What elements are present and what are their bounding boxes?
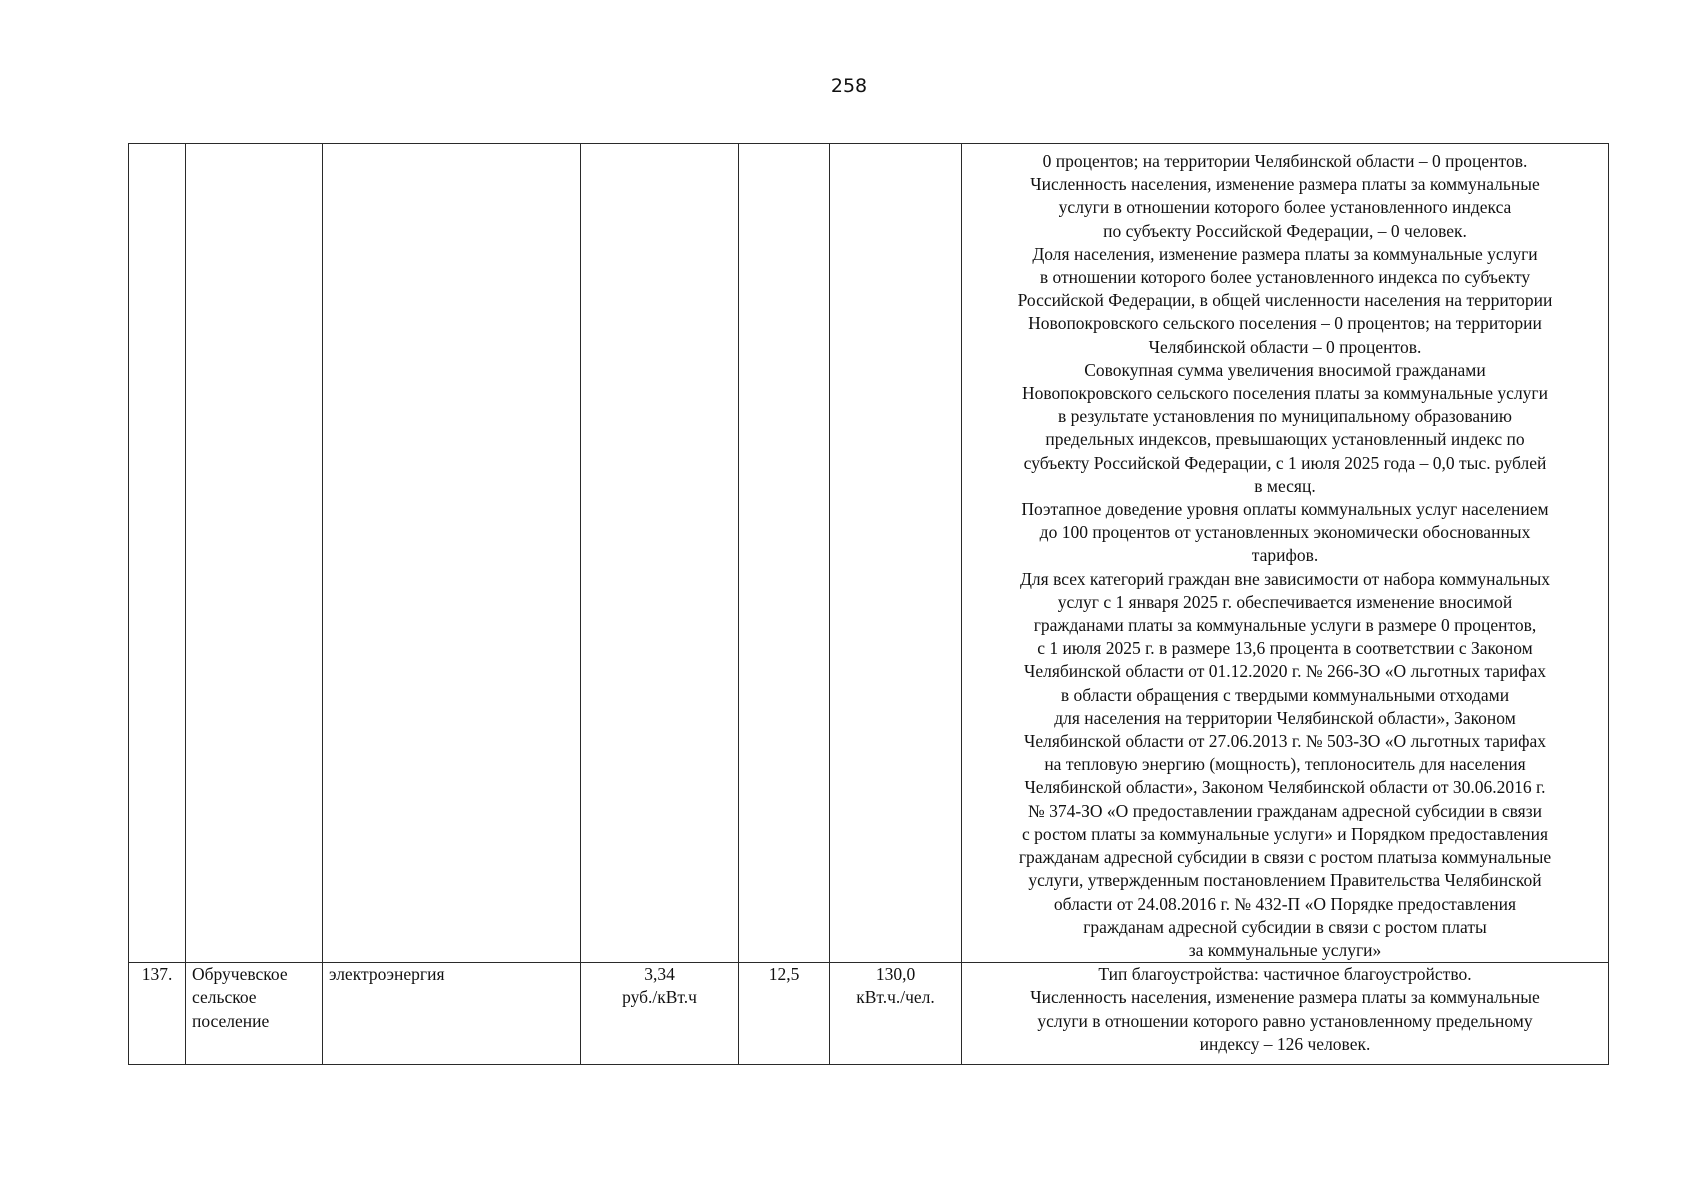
cell-number — [129, 144, 186, 963]
description-line: с ростом платы за коммунальные услуги» и Порядком предоставления — [1022, 823, 1548, 844]
cell-index — [739, 963, 830, 1065]
description-line: Тип благоустройства: частичное благоустройство. — [1098, 964, 1472, 985]
cell-description — [962, 963, 1609, 1065]
cell-tariff — [581, 144, 739, 963]
description-line: Доля населения, изменение размера платы за коммунальные услуги — [1032, 243, 1538, 264]
cell-tariff — [581, 963, 739, 1065]
description-line: Российской Федерации, в общей численности населения на территории — [1017, 290, 1553, 311]
tariff-table — [128, 143, 1609, 1065]
description-line: Численность населения, изменение размера платы за коммунальные — [1030, 987, 1540, 1008]
description-line: с 1 июля 2025 г. в размере 13,6 процента в соответствии с Законом — [1037, 638, 1533, 659]
description-line: Челябинской области – 0 процентов. — [1148, 336, 1422, 357]
tariff-unit: руб./кВт.ч — [622, 987, 697, 1008]
cell-index — [739, 144, 830, 963]
settlement-line: поселение — [192, 1010, 270, 1031]
description-line: гражданам адресной субсидии в связи с ростом платы — [1083, 916, 1487, 937]
description-line: Поэтапное доведение уровня оплаты коммунальных услуг населением — [1021, 499, 1549, 520]
table-row — [129, 963, 1609, 1065]
cell-number — [129, 963, 186, 1065]
settlement-line: сельское — [192, 987, 257, 1008]
tariff-value: 3,34 — [644, 964, 675, 985]
description-line: предельных индексов, превышающих установленный индекс по — [1045, 429, 1525, 450]
description-line: по субъекту Российской Федерации, – 0 человек. — [1103, 220, 1467, 241]
cell-service — [323, 144, 581, 963]
description-line: для населения на территории Челябинской области», Законом — [1054, 707, 1516, 728]
description-line: области от 24.08.2016 г. № 432-П «О Порядке предоставления — [1053, 893, 1517, 914]
description-line: Челябинской области от 27.06.2013 г. № 503-ЗО «О льготных тарифах — [1023, 731, 1547, 752]
description-line: Совокупная сумма увеличения вносимой гражданами — [1084, 359, 1486, 380]
description-line: услуг с 1 января 2025 г. обеспечивается изменение вносимой — [1057, 591, 1513, 612]
description-line: за коммунальные услуги» — [1188, 939, 1382, 960]
description-line: Челябинской области от 01.12.2020 г. № 266-ЗО «О льготных тарифах — [1023, 661, 1547, 682]
description-line: гражданам адресной субсидии в связи с ростом платыза коммунальные — [1018, 847, 1552, 868]
cell-norm — [830, 144, 962, 963]
norm-unit: кВт.ч./чел. — [856, 987, 935, 1008]
description-line: Новопокровского сельского поселения платы за коммунальные услуги — [1022, 383, 1548, 404]
row-number: 137. — [141, 964, 173, 985]
description-line: субъекту Российской Федерации, с 1 июля 2025 года – 0,0 тыс. рублей — [1023, 452, 1547, 473]
service-name: электроэнергия — [329, 964, 445, 985]
description-line: тарифов. — [1251, 545, 1319, 566]
description-line: 0 процентов; на территории Челябинской области – 0 процентов. — [1042, 151, 1528, 171]
cell-service — [323, 963, 581, 1065]
description-line: в области обращения с твердыми коммунальными отходами — [1060, 684, 1510, 705]
index-value: 12,5 — [768, 964, 800, 985]
page-number: 258 — [830, 75, 868, 97]
description-line: в месяц. — [1254, 475, 1316, 496]
description-line: Численность населения, изменение размера платы за коммунальные — [1030, 174, 1540, 195]
table-row-continuation — [129, 144, 1609, 963]
norm-value: 130,0 — [875, 964, 916, 985]
description-line: до 100 процентов от установленных экономически обоснованных — [1039, 522, 1531, 543]
description-line: на тепловую энергию (мощность), теплоноситель для населения — [1044, 754, 1526, 775]
cell-description — [962, 144, 1609, 963]
description-line: в результате установления по муниципальному образованию — [1058, 406, 1512, 427]
description-line: индексу – 126 человек. — [1199, 1033, 1371, 1054]
description-line: гражданами платы за коммунальные услуги в размере 0 процентов, — [1033, 615, 1537, 636]
cell-settlement — [186, 144, 323, 963]
cell-norm — [830, 963, 962, 1065]
description-line: Для всех категорий граждан вне зависимости от набора коммунальных — [1019, 568, 1551, 589]
description-line: услуги в отношении которого более установленного индекса — [1058, 197, 1512, 218]
cell-settlement — [186, 963, 323, 1065]
description-line: услуги в отношении которого равно установленному предельному — [1037, 1010, 1533, 1031]
description-line: в отношении которого более установленного индекса по субъекту — [1039, 267, 1531, 288]
settlement-line: Обручевское — [192, 964, 288, 985]
description-line: услуги, утвержденным постановлением Правительства Челябинской — [1028, 870, 1542, 891]
description-line: Новопокровского сельского поселения – 0 процентов; на территории — [1028, 313, 1542, 334]
description-line: № 374-ЗО «О предоставлении гражданам адресной субсидии в связи — [1028, 800, 1542, 821]
description-line: Челябинской области», Законом Челябинской области от 30.06.2016 г. — [1024, 777, 1546, 798]
